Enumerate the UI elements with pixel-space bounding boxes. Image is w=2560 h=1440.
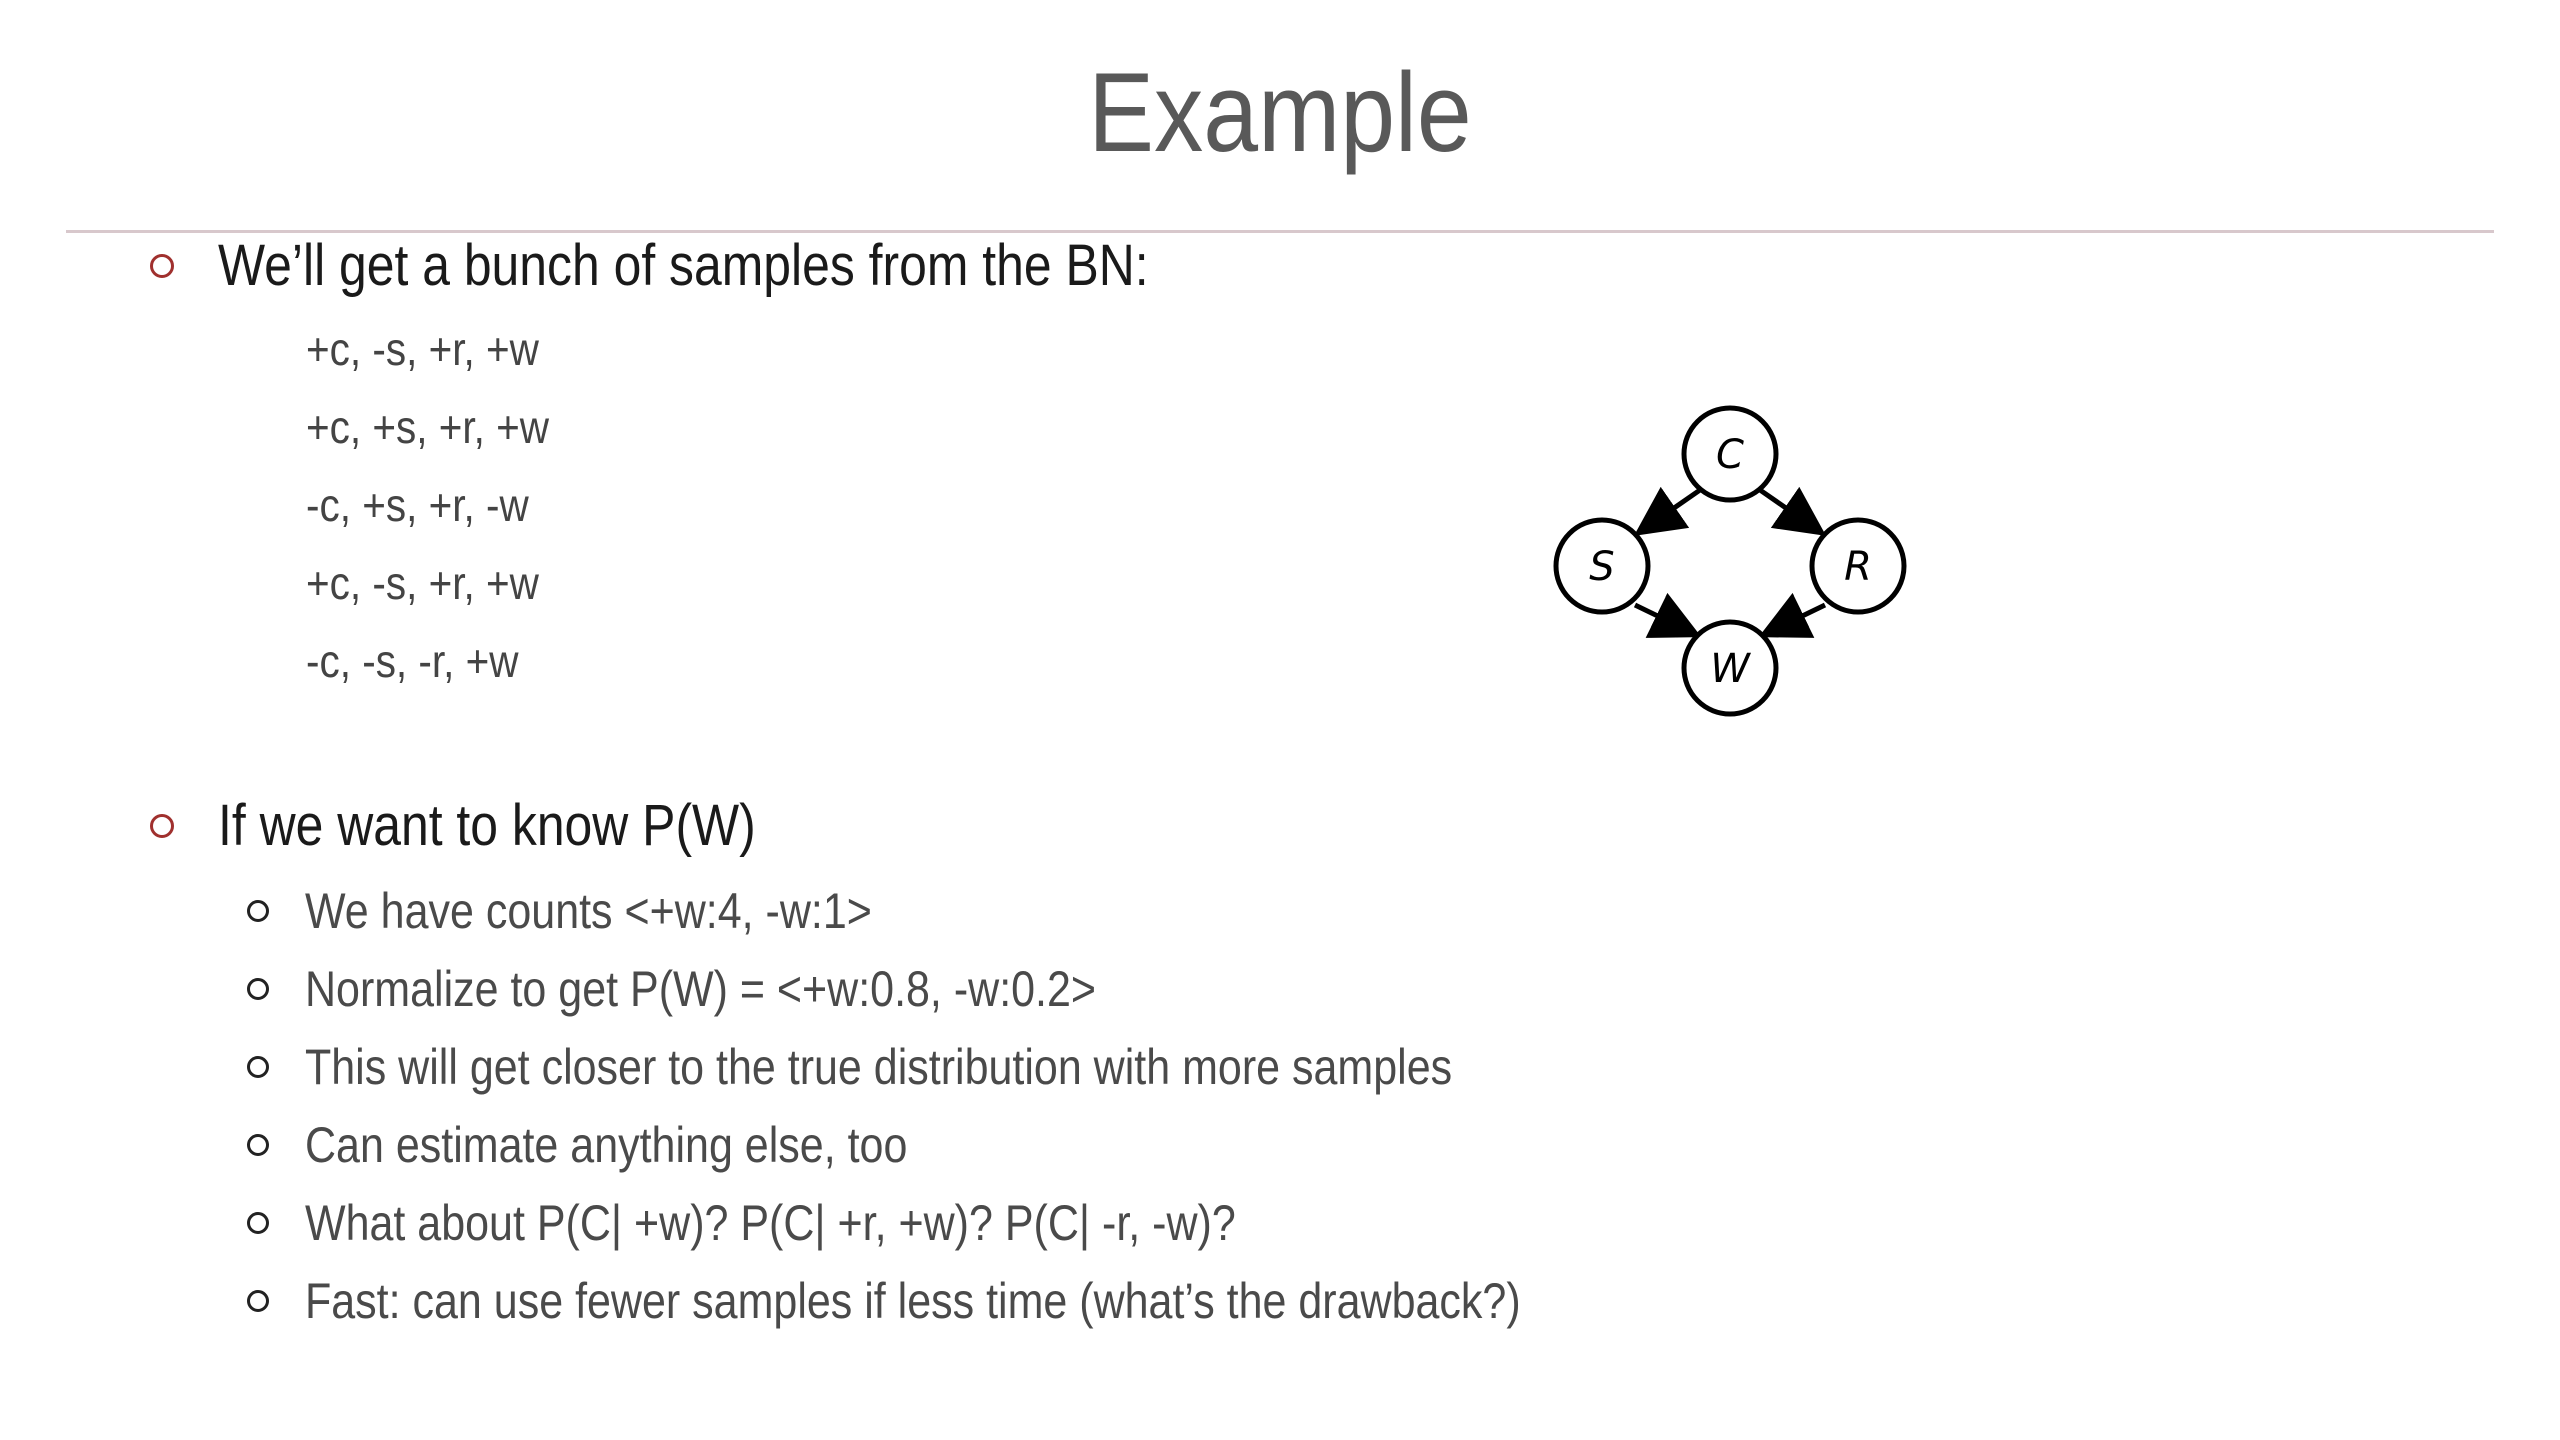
sub-bullet — [247, 960, 1225, 1018]
sub-bullet-text: Can estimate anything else, too — [305, 1117, 908, 1173]
sample-row: -c, +s, +r, -w — [306, 479, 529, 531]
sample-row: +c, +s, +r, +w — [306, 401, 550, 453]
sub-bullet-ring-icon — [247, 1056, 269, 1078]
sub-bullet-ring-icon — [247, 900, 269, 922]
sub-bullet — [247, 882, 964, 940]
sample-row: +c, -s, +r, +w — [306, 323, 539, 375]
sub-bullet-text: What about P(C| +w)? P(C| +r, +w)? P(C| -r, -w)? — [305, 1195, 1236, 1251]
node-r — [1812, 520, 1904, 612]
node-r-label: R — [1844, 544, 1872, 590]
bullet-query-text: If we want to know P(W) — [218, 793, 756, 858]
node-w — [1684, 622, 1776, 714]
bullet-samples-text: We’ll get a bunch of samples from the BN: — [218, 233, 1149, 298]
sample-row: +c, -s, +r, +w — [306, 557, 539, 609]
sub-bullet-ring-icon — [247, 978, 269, 1000]
edge-c-s — [1638, 490, 1700, 533]
node-s-label: S — [1589, 544, 1615, 590]
bayes-net-diagram — [1520, 390, 1940, 740]
node-c — [1684, 408, 1776, 500]
sub-bullet-text: Fast: can use fewer samples if less time (what’s the drawback?) — [305, 1273, 1521, 1329]
bullet-ring-icon — [150, 254, 174, 278]
sub-bullet-ring-icon — [247, 1212, 269, 1234]
sub-bullet — [247, 1194, 1387, 1252]
sub-bullet-text: This will get closer to the true distribution with more samples — [305, 1039, 1453, 1095]
node-w-label: W — [1710, 646, 1750, 692]
bullet-ring-icon — [150, 814, 174, 838]
edge-c-r — [1760, 490, 1822, 533]
edge-r-w — [1763, 605, 1825, 635]
bullet-samples — [150, 232, 1300, 299]
node-s — [1556, 520, 1648, 612]
sub-bullet — [247, 1272, 1719, 1330]
edge-s-w — [1635, 605, 1697, 635]
slide-title: Example — [1088, 50, 1472, 175]
sub-bullet — [247, 1116, 1005, 1174]
sub-bullet-ring-icon — [247, 1290, 269, 1312]
bullet-query — [150, 792, 843, 859]
sub-bullet-ring-icon — [247, 1134, 269, 1156]
sub-bullet-text: Normalize to get P(W) = <+w:0.8, -w:0.2> — [305, 961, 1097, 1017]
sample-row: -c, -s, -r, +w — [306, 635, 519, 687]
sub-bullet-text: We have counts <+w:4, -w:1> — [305, 883, 872, 939]
sub-bullet — [247, 1038, 1639, 1096]
node-c-label: C — [1716, 432, 1744, 478]
